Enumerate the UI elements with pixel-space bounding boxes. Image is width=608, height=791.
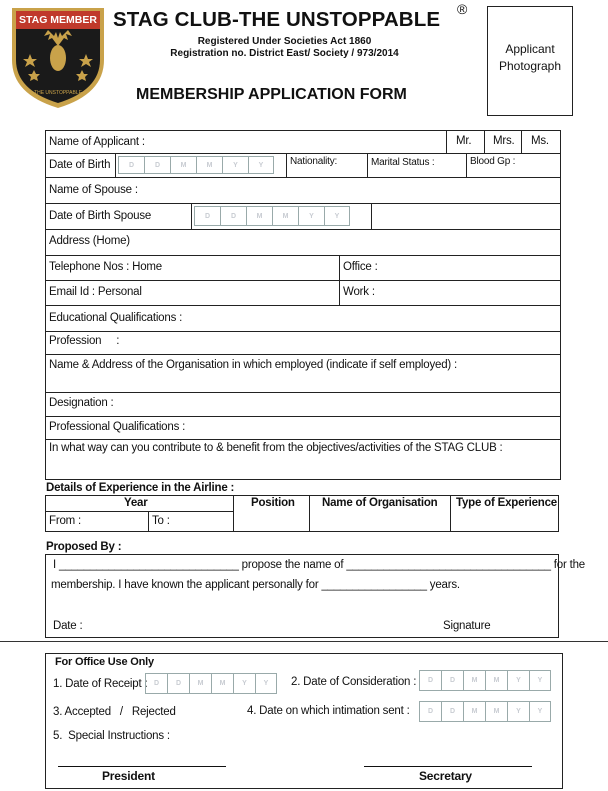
- consideration-date-cells[interactable]: [419, 670, 551, 691]
- president-label: President: [102, 769, 155, 783]
- receipt-date-label: 1. Date of Receipt :: [53, 678, 148, 690]
- date-cell[interactable]: M: [463, 670, 485, 691]
- proposed-heading: Proposed By :: [46, 541, 122, 553]
- position-header: Position: [251, 497, 295, 509]
- date-cell[interactable]: D: [441, 670, 463, 691]
- special-instructions-label: 5. Special Instructions :: [53, 730, 170, 742]
- date-cell[interactable]: D: [419, 701, 441, 722]
- office-phone-label: Office :: [343, 261, 378, 273]
- date-cell[interactable]: Y: [324, 206, 350, 226]
- date-cell[interactable]: D: [167, 673, 189, 694]
- contribute-label: In what way can you contribute to & benefit from the objectives/activities of the STAG CLUB :: [49, 442, 503, 454]
- telephone-label: Telephone Nos : Home: [49, 261, 162, 273]
- reg-line-1: Registered Under Societies Act 1860: [197, 36, 372, 47]
- president-signature-line[interactable]: [58, 766, 226, 767]
- org-name-header: Name of Organisation: [322, 497, 438, 509]
- profession-label: Profession :: [49, 335, 120, 347]
- club-logo: [8, 2, 108, 110]
- address-label: Address (Home): [49, 235, 130, 247]
- intimation-date-cells[interactable]: [419, 701, 551, 722]
- spouse-dob-cells[interactable]: [194, 206, 350, 226]
- form-title: MEMBERSHIP APPLICATION FORM: [136, 86, 407, 103]
- experience-heading: Details of Experience in the Airline :: [46, 482, 235, 494]
- date-cell[interactable]: M: [211, 673, 233, 694]
- experience-type-header: Type of Experience: [456, 497, 558, 509]
- date-cell[interactable]: Y: [529, 670, 551, 691]
- receipt-date-cells[interactable]: [145, 673, 277, 694]
- name-of-applicant-label: Name of Applicant :: [49, 136, 145, 148]
- date-cell[interactable]: M: [485, 701, 507, 722]
- date-cell[interactable]: M: [272, 206, 298, 226]
- email-label: Email Id : Personal: [49, 286, 142, 298]
- secretary-signature-line[interactable]: [364, 766, 532, 767]
- year-header: Year: [124, 497, 148, 509]
- reg-line-2: Registration no. District East/ Society / 973/2014: [170, 48, 399, 59]
- date-cell[interactable]: Y: [529, 701, 551, 722]
- work-email-label: Work :: [343, 286, 375, 298]
- title-ms[interactable]: Ms.: [531, 135, 549, 147]
- spouse-name-label: Name of Spouse :: [49, 184, 138, 196]
- date-cell[interactable]: M: [170, 156, 196, 174]
- date-cell[interactable]: M: [463, 701, 485, 722]
- marital-status-label: Marital Status :: [371, 157, 435, 168]
- organisation-label: Name & Address of the Organisation in which employed (indicate if self employed) :: [49, 359, 458, 371]
- date-cell[interactable]: D: [144, 156, 170, 174]
- photo-label: Applicant Photograph: [498, 42, 562, 73]
- intimation-date-label: 4. Date on which intimation sent :: [247, 705, 410, 717]
- education-label: Educational Qualifications :: [49, 312, 183, 324]
- to-label: To :: [152, 515, 170, 527]
- date-cell[interactable]: Y: [298, 206, 324, 226]
- date-cell[interactable]: D: [145, 673, 167, 694]
- date-cell[interactable]: D: [118, 156, 144, 174]
- dob-cells[interactable]: [118, 156, 274, 174]
- office-use-heading: For Office Use Only: [55, 656, 154, 668]
- date-cell[interactable]: D: [441, 701, 463, 722]
- title-mrs[interactable]: Mrs.: [493, 135, 515, 147]
- designation-label: Designation :: [49, 397, 114, 409]
- date-cell[interactable]: Y: [248, 156, 274, 174]
- registered-mark: ®: [457, 1, 468, 17]
- dob-label: Date of Birth: [49, 159, 111, 171]
- accepted-rejected-label[interactable]: 3. Accepted / Rejected: [53, 706, 176, 718]
- photo-box[interactable]: [487, 6, 573, 116]
- date-cell[interactable]: Y: [507, 670, 529, 691]
- proposed-signature-label: Signature: [443, 620, 491, 632]
- date-cell[interactable]: M: [196, 156, 222, 174]
- proposed-line-1[interactable]: I _____________________________ propose the name of _________________________________ for the: [53, 559, 586, 571]
- date-cell[interactable]: M: [246, 206, 272, 226]
- logo-bottom-text: THE UNSTOPPABLE: [34, 90, 82, 96]
- blood-group-label: Blood Gp :: [470, 156, 516, 167]
- from-label: From :: [49, 515, 82, 527]
- date-cell[interactable]: M: [485, 670, 507, 691]
- nationality-label: Nationality:: [290, 156, 338, 167]
- date-cell[interactable]: D: [194, 206, 220, 226]
- proposed-date-label: Date :: [53, 620, 83, 632]
- title-mr[interactable]: Mr.: [456, 135, 472, 147]
- date-cell[interactable]: Y: [255, 673, 277, 694]
- date-cell[interactable]: M: [189, 673, 211, 694]
- spouse-dob-label: Date of Birth Spouse: [49, 210, 152, 222]
- date-cell[interactable]: Y: [222, 156, 248, 174]
- date-cell[interactable]: Y: [233, 673, 255, 694]
- consideration-date-label: 2. Date of Consideration :: [291, 676, 417, 688]
- club-name: STAG CLUB-THE UNSTOPPABLE: [113, 8, 441, 31]
- proposed-line-2[interactable]: membership. I have known the applicant personally for _________________ years.: [51, 579, 460, 591]
- date-cell[interactable]: D: [419, 670, 441, 691]
- secretary-label: Secretary: [419, 769, 472, 783]
- cut-line: [0, 641, 608, 642]
- date-cell[interactable]: D: [220, 206, 246, 226]
- professional-qual-label: Professional Qualifications :: [49, 421, 186, 433]
- logo-top-text: STAG MEMBER: [19, 14, 97, 26]
- date-cell[interactable]: Y: [507, 701, 529, 722]
